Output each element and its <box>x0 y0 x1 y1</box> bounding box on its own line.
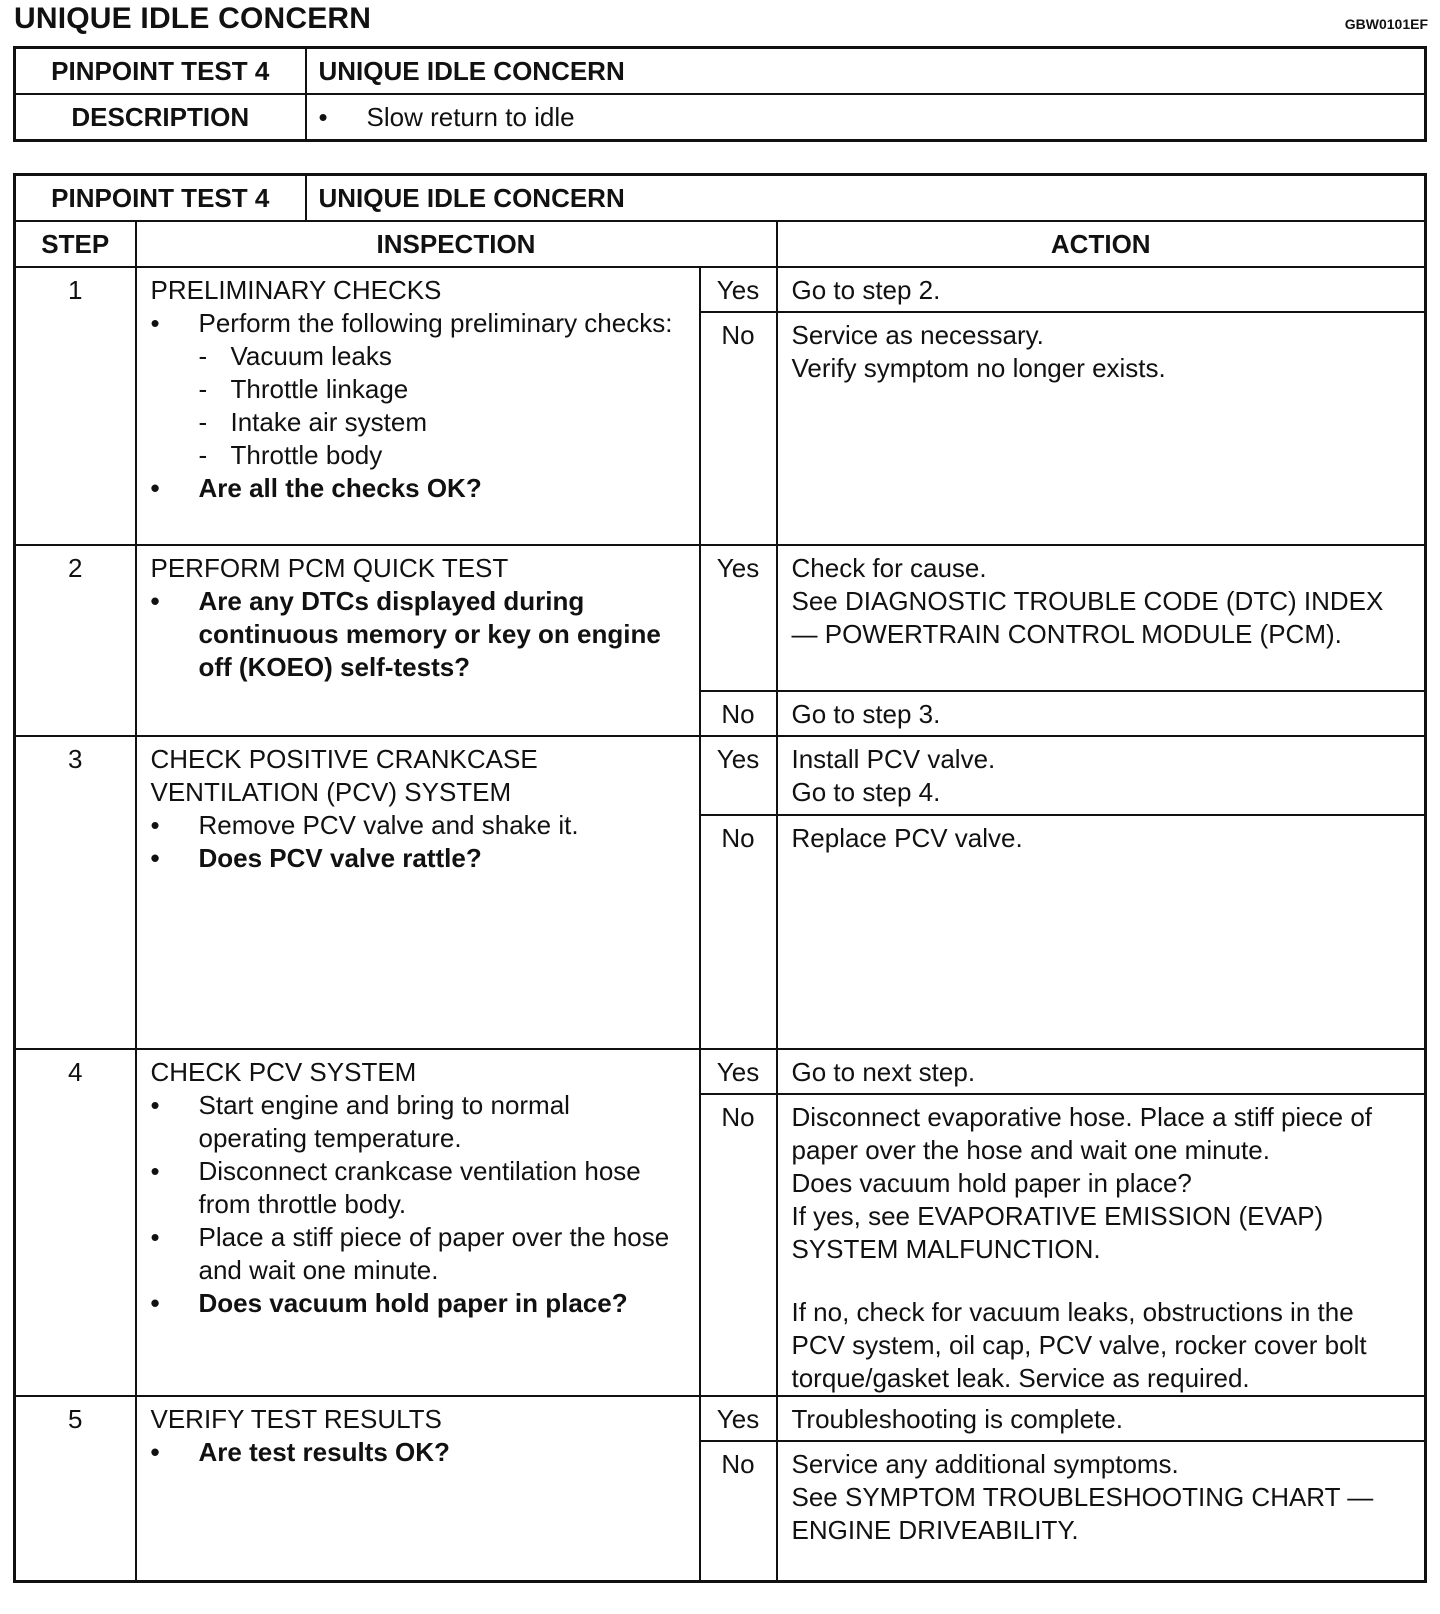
step-2-yes-row <box>15 545 1426 691</box>
column-header-row <box>15 221 1426 267</box>
step-5-yes-row <box>15 1396 1426 1441</box>
check-item: Throttle body <box>230 440 383 470</box>
table-test-title: UNIQUE IDLE CONCERN <box>306 175 1426 222</box>
inspection-question: Does PCV valve rattle? <box>198 843 482 873</box>
yes-action: Go to next step. <box>777 1049 1426 1094</box>
step-number: 4 <box>15 1049 136 1396</box>
inspection-question: Are test results OK? <box>198 1437 450 1467</box>
inspection-item: Disconnect crankcase ventilation hose from throttle body. <box>198 1156 641 1219</box>
step-title: CHECK PCV SYSTEM <box>150 1057 417 1087</box>
no-action: Disconnect evaporative hose. Place a stiff piece of paper over the hose and wait one minute. Does vacuum hold paper in place? If yes, see EVAPORATIVE EMISSION (EVAP) SYSTEM MALFUNCTION. If no, check for vacuum leaks, obstructions in the PCV system, oil cap, PCV valve, rocker cover bolt torque/gasket leak. Service as required. <box>777 1094 1426 1396</box>
summary-row-test <box>15 48 1426 95</box>
yes-action: Go to step 2. <box>777 267 1426 312</box>
step-title: VERIFY TEST RESULTS <box>150 1404 442 1434</box>
inspection-item: Place a stiff piece of paper over the hose and wait one minute. <box>198 1222 670 1285</box>
step-1-yes-row <box>15 267 1426 312</box>
summary-row-description <box>15 94 1426 141</box>
description-text: Slow return to idle <box>366 101 575 132</box>
col-inspection-header: INSPECTION <box>136 221 777 267</box>
step-5-inspection: VERIFY TEST RESULTS • Are test results OK? <box>136 1396 700 1581</box>
yes-action: Troubleshooting is complete. <box>777 1396 1426 1441</box>
no-label: No <box>700 691 777 736</box>
inspection-question: Does vacuum hold paper in place? <box>198 1288 628 1318</box>
no-label: No <box>700 815 777 1049</box>
yes-action: Install PCV valve. Go to step 4. <box>777 736 1426 815</box>
yes-action: Check for cause. See DIAGNOSTIC TROUBLE CODE (DTC) INDEX — POWERTRAIN CONTROL MODULE (PCM). <box>777 545 1426 691</box>
step-1-inspection: PRELIMINARY CHECKS • Perform the following preliminary checks: - Vacuum leaks - Throttle linkage - Intake air system - Throttle body • Are all the checks OK? <box>136 267 700 545</box>
step-3-yes-row <box>15 736 1426 815</box>
no-label: No <box>700 312 777 545</box>
no-label: No <box>700 1094 777 1396</box>
document-code: GBW0101EF <box>1344 16 1428 32</box>
col-step-header: STEP <box>15 221 136 267</box>
inspection-question: Are any DTCs displayed during continuous memory or key on engine off (KOEO) self-tests? <box>198 586 661 682</box>
step-number: 1 <box>15 267 136 545</box>
step-title: CHECK POSITIVE CRANKCASE VENTILATION (PCV) SYSTEM <box>150 744 538 807</box>
table-test-label: PINPOINT TEST 4 <box>15 175 306 222</box>
inspection-item: Perform the following preliminary checks: <box>198 308 673 338</box>
pinpoint-test-table <box>13 173 1427 1583</box>
bullet: • <box>318 101 328 132</box>
table-title-row <box>15 175 1426 222</box>
step-2-inspection: PERFORM PCM QUICK TEST • Are any DTCs displayed during continuous memory or key on engine off (KOEO) self-tests? <box>136 545 700 736</box>
step-number: 2 <box>15 545 136 736</box>
yes-label: Yes <box>700 545 777 691</box>
no-action: Service any additional symptoms. See SYMPTOM TROUBLESHOOTING CHART — ENGINE DRIVEABILITY. <box>777 1441 1426 1581</box>
step-title: PRELIMINARY CHECKS <box>150 275 442 305</box>
inspection-item: Start engine and bring to normal operating temperature. <box>198 1090 570 1153</box>
yes-label: Yes <box>700 736 777 815</box>
yes-label: Yes <box>700 1396 777 1441</box>
summary-table <box>13 46 1427 142</box>
summary-test-label: PINPOINT TEST 4 <box>15 48 306 95</box>
step-number: 3 <box>15 736 136 1049</box>
no-action: Service as necessary. Verify symptom no longer exists. <box>777 312 1426 545</box>
description-item <box>319 101 1425 134</box>
yes-label: Yes <box>700 1049 777 1094</box>
no-action: Go to step 3. <box>777 691 1426 736</box>
check-item: Throttle linkage <box>230 374 409 404</box>
no-label: No <box>700 1441 777 1581</box>
step-number: 5 <box>15 1396 136 1581</box>
check-item: Vacuum leaks <box>230 341 392 371</box>
step-4-inspection: CHECK PCV SYSTEM • Start engine and bring to normal operating temperature. • Disconnect crankcase ventilation hose from throttle body. • Place a stiff piece of paper over the hose and wait one minute. • Does vacuum hold paper in place? <box>136 1049 700 1396</box>
inspection-question: Are all the checks OK? <box>198 473 482 503</box>
step-title: PERFORM PCM QUICK TEST <box>150 553 509 583</box>
page-title: UNIQUE IDLE CONCERN <box>14 2 372 35</box>
no-action: Replace PCV valve. <box>777 815 1426 1049</box>
check-item: Intake air system <box>230 407 428 437</box>
summary-test-title: UNIQUE IDLE CONCERN <box>306 48 1426 95</box>
yes-label: Yes <box>700 267 777 312</box>
description-label: DESCRIPTION <box>15 94 306 141</box>
inspection-item: Remove PCV valve and shake it. <box>198 810 579 840</box>
col-action-header: ACTION <box>777 221 1426 267</box>
step-3-inspection: CHECK POSITIVE CRANKCASE VENTILATION (PCV) SYSTEM • Remove PCV valve and shake it. • Does PCV valve rattle? <box>136 736 700 1049</box>
step-4-yes-row <box>15 1049 1426 1094</box>
